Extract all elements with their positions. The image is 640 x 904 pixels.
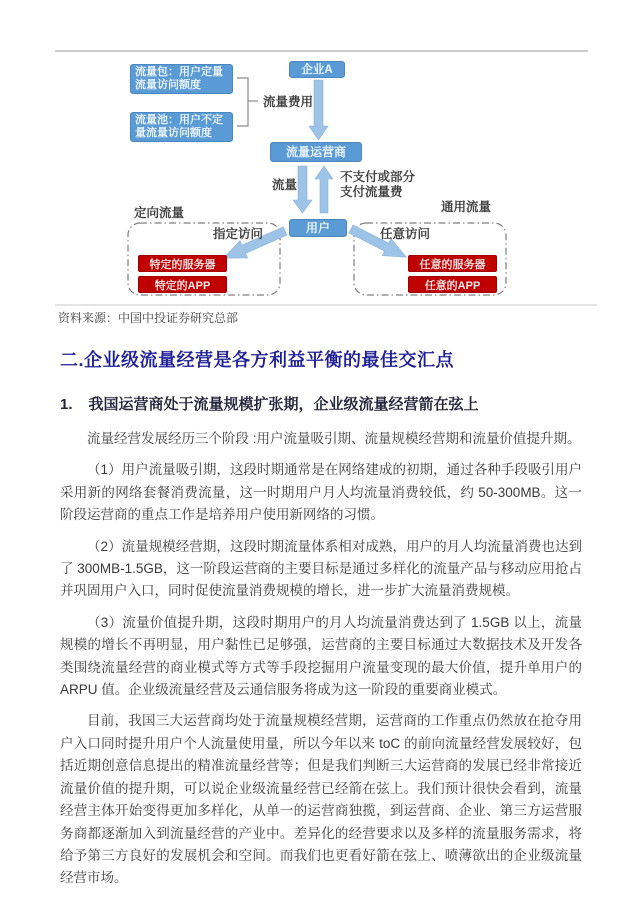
arrow-enterprise-to-operator xyxy=(309,80,328,140)
any-access-label: 任意访问 xyxy=(380,227,431,241)
general-traffic-label: 通用流量 xyxy=(441,200,492,214)
any-app-box: 任意的APP xyxy=(408,276,497,293)
any-server-box: 任意的服务器 xyxy=(408,255,497,272)
traffic-operation-diagram xyxy=(0,0,640,332)
traffic-operator-box: 流量运营商 xyxy=(270,142,362,162)
designated-access-label: 指定访问 xyxy=(213,227,264,241)
traffic-pool-box: 流量池：用户不定量流量访问额度 xyxy=(130,112,233,142)
traffic-package-box: 流量包：用户定量流量访问额度 xyxy=(130,64,233,94)
paragraph-current-status: 目前，我国三大运营商均处于流量规模经营期，运营商的工作重点仍然放在抢夺用户入口同时提升用户个人流量使用量，所以今年以来 toC 的前向流量经营发展较好，包括近期创意信息提出的精准流量经营等；但是我们判断三大运营商的发展已经非常接近流量价值的提升期，可以说企业级流量经营已经箭在弦上。我们预计很快会看到，流量经营主体开始变得更加多样化，从单一的运营商独揽，到运营商、企业、第三方运营服务商都逐渐加入到流量经营的产业中。差异化的经营要求以及多样的流量服务需求，将给予第三方良好的发展机会和空间。而我们也更看好箭在弦上、喷薄欲出的企业级流量经营市场。 xyxy=(60,713,582,886)
figure-source-note: 资料来源：中国中投证券研究总部 xyxy=(58,311,239,325)
dedicated-app-box: 特定的APP xyxy=(138,276,227,293)
user-box: 用户 xyxy=(289,219,347,237)
traffic-fee-label: 流量费用 xyxy=(263,95,314,109)
enterprise-a-box: 企业A xyxy=(289,61,345,78)
traffic-label: 流量 xyxy=(272,178,298,192)
subsection-title: 我国运营商处于流量规模扩张期，企业级流量经营箭在弦上 xyxy=(88,396,479,413)
no-pay-label: 不支付或部分支付流量费 xyxy=(340,170,416,199)
bracket-shape xyxy=(237,78,248,126)
section-heading-main: 二.企业级流量经营是各方利益平衡的最佳交汇点 xyxy=(60,350,454,370)
paragraph-stage1: （1）用户流量吸引期，这段时期通常是在网络建成的初期，通过各种手段吸引用户采用新的网络套餐消费流量，这一时期用户月人均流量消费较低，约 50-300MB。这一阶段运营商的重点工作是培养用户使用新网络的习惯。 xyxy=(60,462,582,523)
paragraph-stages-overview: 流量经营发展经历三个阶段 :用户流量吸引期、流量规模经营期和流量价值提升期。 xyxy=(87,431,581,446)
subsection-heading xyxy=(60,394,582,415)
directed-traffic-label: 定向流量 xyxy=(134,206,185,220)
arrow-user-to-operator xyxy=(315,166,333,213)
dedicated-server-box: 特定的服务器 xyxy=(138,255,227,272)
article-body xyxy=(60,332,582,890)
subsection-number: 1. xyxy=(60,396,73,413)
paragraph-stage2: （2）流量规模经营期，这段时期流量体系相对成熟，用户的月人均流量消费也达到了 300MB-1.5GB，这一阶段运营商的主要目标是通过多样化的流量产品与移动应用抢占并巩固用户入口，同时促使流量消费规模的增长，进一步扩大流量消费规模。 xyxy=(60,538,582,599)
paragraph-stage3: （3）流量价值提升期，这段时期用户的月人均流量消费达到了 1.5GB 以上，流量规模的增长不再明显，用户黏性已足够强，运营商的主要目标通过大数据技术及开发各类围绕流量经营的商业模式等方式等手段挖掘用户流量变现的最大价值，提升单用户的 ARPU 值。企业级流量经营及云通信服务将成为这一阶段的重要商业模式。 xyxy=(60,614,582,698)
diagram-lines-and-arrows xyxy=(0,0,640,332)
